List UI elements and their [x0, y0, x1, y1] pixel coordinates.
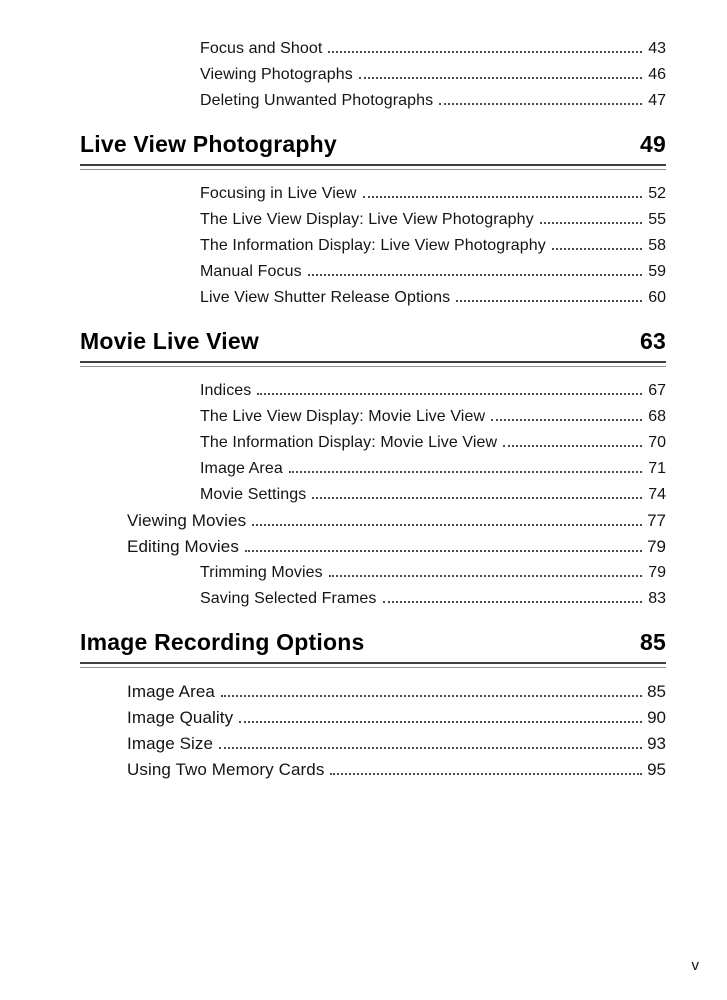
entry-title: Live View Shutter Release Options: [200, 289, 451, 306]
entry-title: Trimming Movies: [200, 564, 323, 581]
chapter-double-rule: [80, 164, 666, 170]
entry-title: Saving Selected Frames: [200, 590, 377, 607]
entry-title: The Information Display: Live View Photography: [200, 237, 546, 254]
entry-page: 58: [648, 237, 666, 254]
toc-entry: [80, 731, 666, 757]
toc-entry: [80, 456, 666, 482]
chapter-page: 63: [640, 328, 666, 354]
dot-leader: [308, 274, 642, 276]
chapter-heading-row: [80, 129, 666, 159]
toc-entry: [80, 259, 666, 285]
toc-entry: [80, 679, 666, 705]
dot-leader: [312, 497, 642, 499]
dot-leader: [552, 248, 642, 250]
toc-entry: [80, 285, 666, 311]
entry-page: 95: [647, 760, 666, 779]
dot-leader: [439, 103, 642, 105]
entry-title: Indices: [200, 382, 252, 399]
chapter-heading-row: [80, 627, 666, 657]
entry-page: 74: [648, 486, 666, 503]
dot-leader: [245, 550, 642, 552]
chapter-heading: [80, 129, 666, 170]
dot-leader: [540, 222, 642, 224]
dot-leader: [219, 747, 642, 749]
entry-title: Manual Focus: [200, 263, 302, 280]
toc-entry: [80, 36, 666, 62]
chapter-page: 49: [640, 131, 666, 157]
entry-page: 77: [647, 511, 666, 530]
entry-title: Using Two Memory Cards: [127, 760, 325, 779]
entry-page: 47: [648, 92, 666, 109]
dot-leader: [252, 524, 642, 526]
dot-leader: [359, 77, 642, 79]
chapter-page: 85: [640, 629, 666, 655]
chapter-title: Movie Live View: [80, 328, 259, 354]
toc-entry: [80, 482, 666, 508]
entry-page: 43: [648, 40, 666, 57]
entry-page: 55: [648, 211, 666, 228]
entry-page: 83: [648, 590, 666, 607]
entry-title: Image Area: [127, 682, 215, 701]
entry-title: Focus and Shoot: [200, 40, 323, 57]
toc-entry: [80, 705, 666, 731]
dot-leader: [383, 601, 642, 603]
entry-title: The Live View Display: Movie Live View: [200, 408, 486, 425]
dot-leader: [329, 575, 642, 577]
entry-title: Viewing Movies: [127, 511, 247, 530]
chapter-heading: [80, 627, 666, 668]
toc-entry: [80, 62, 666, 88]
toc-content: [80, 36, 666, 783]
entry-title: Editing Movies: [127, 537, 239, 556]
dot-leader: [330, 773, 642, 775]
entry-title: Viewing Photographs: [200, 66, 353, 83]
chapter-title: Image Recording Options: [80, 629, 365, 655]
entry-title: Focusing in Live View: [200, 185, 357, 202]
entry-title: The Live View Display: Live View Photography: [200, 211, 534, 228]
toc-entry: [80, 207, 666, 233]
dot-leader: [328, 51, 642, 53]
entry-title: Image Size: [127, 734, 214, 753]
entry-title: Image Quality: [127, 708, 234, 727]
dot-leader: [289, 471, 642, 473]
toc-entry: [80, 233, 666, 259]
dot-leader: [221, 695, 642, 697]
toc-entry: [80, 508, 666, 534]
dot-leader: [363, 196, 642, 198]
entry-page: 52: [648, 185, 666, 202]
dot-leader: [456, 300, 642, 302]
chapter-title: Live View Photography: [80, 131, 337, 157]
toc-entry: [80, 534, 666, 560]
entry-page: 59: [648, 263, 666, 280]
dot-leader: [239, 721, 642, 723]
entry-title: The Information Display: Movie Live View: [200, 434, 498, 451]
entry-page: 93: [647, 734, 666, 753]
entry-page: 85: [647, 682, 666, 701]
entry-page: 67: [648, 382, 666, 399]
entry-page: 90: [647, 708, 666, 727]
dot-leader: [503, 445, 642, 447]
toc-entry: [80, 378, 666, 404]
page-number-footer: v: [691, 957, 699, 974]
toc-entry: [80, 586, 666, 612]
toc-entry: [80, 560, 666, 586]
entry-title: Movie Settings: [200, 486, 307, 503]
chapter-double-rule: [80, 662, 666, 668]
toc-entry: [80, 181, 666, 207]
entry-page: 70: [648, 434, 666, 451]
toc-entry: [80, 757, 666, 783]
entry-page: 79: [648, 564, 666, 581]
toc-entry: [80, 88, 666, 114]
chapter-heading: [80, 326, 666, 367]
chapter-double-rule: [80, 361, 666, 367]
toc-entry: [80, 430, 666, 456]
entry-page: 60: [648, 289, 666, 306]
entry-title: Deleting Unwanted Photographs: [200, 92, 434, 109]
entry-page: 79: [647, 537, 666, 556]
dot-leader: [491, 419, 642, 421]
entry-title: Image Area: [200, 460, 283, 477]
toc-entry: [80, 404, 666, 430]
dot-leader: [257, 393, 642, 395]
entry-page: 68: [648, 408, 666, 425]
entry-page: 71: [648, 460, 666, 477]
entry-page: 46: [648, 66, 666, 83]
chapter-heading-row: [80, 326, 666, 356]
